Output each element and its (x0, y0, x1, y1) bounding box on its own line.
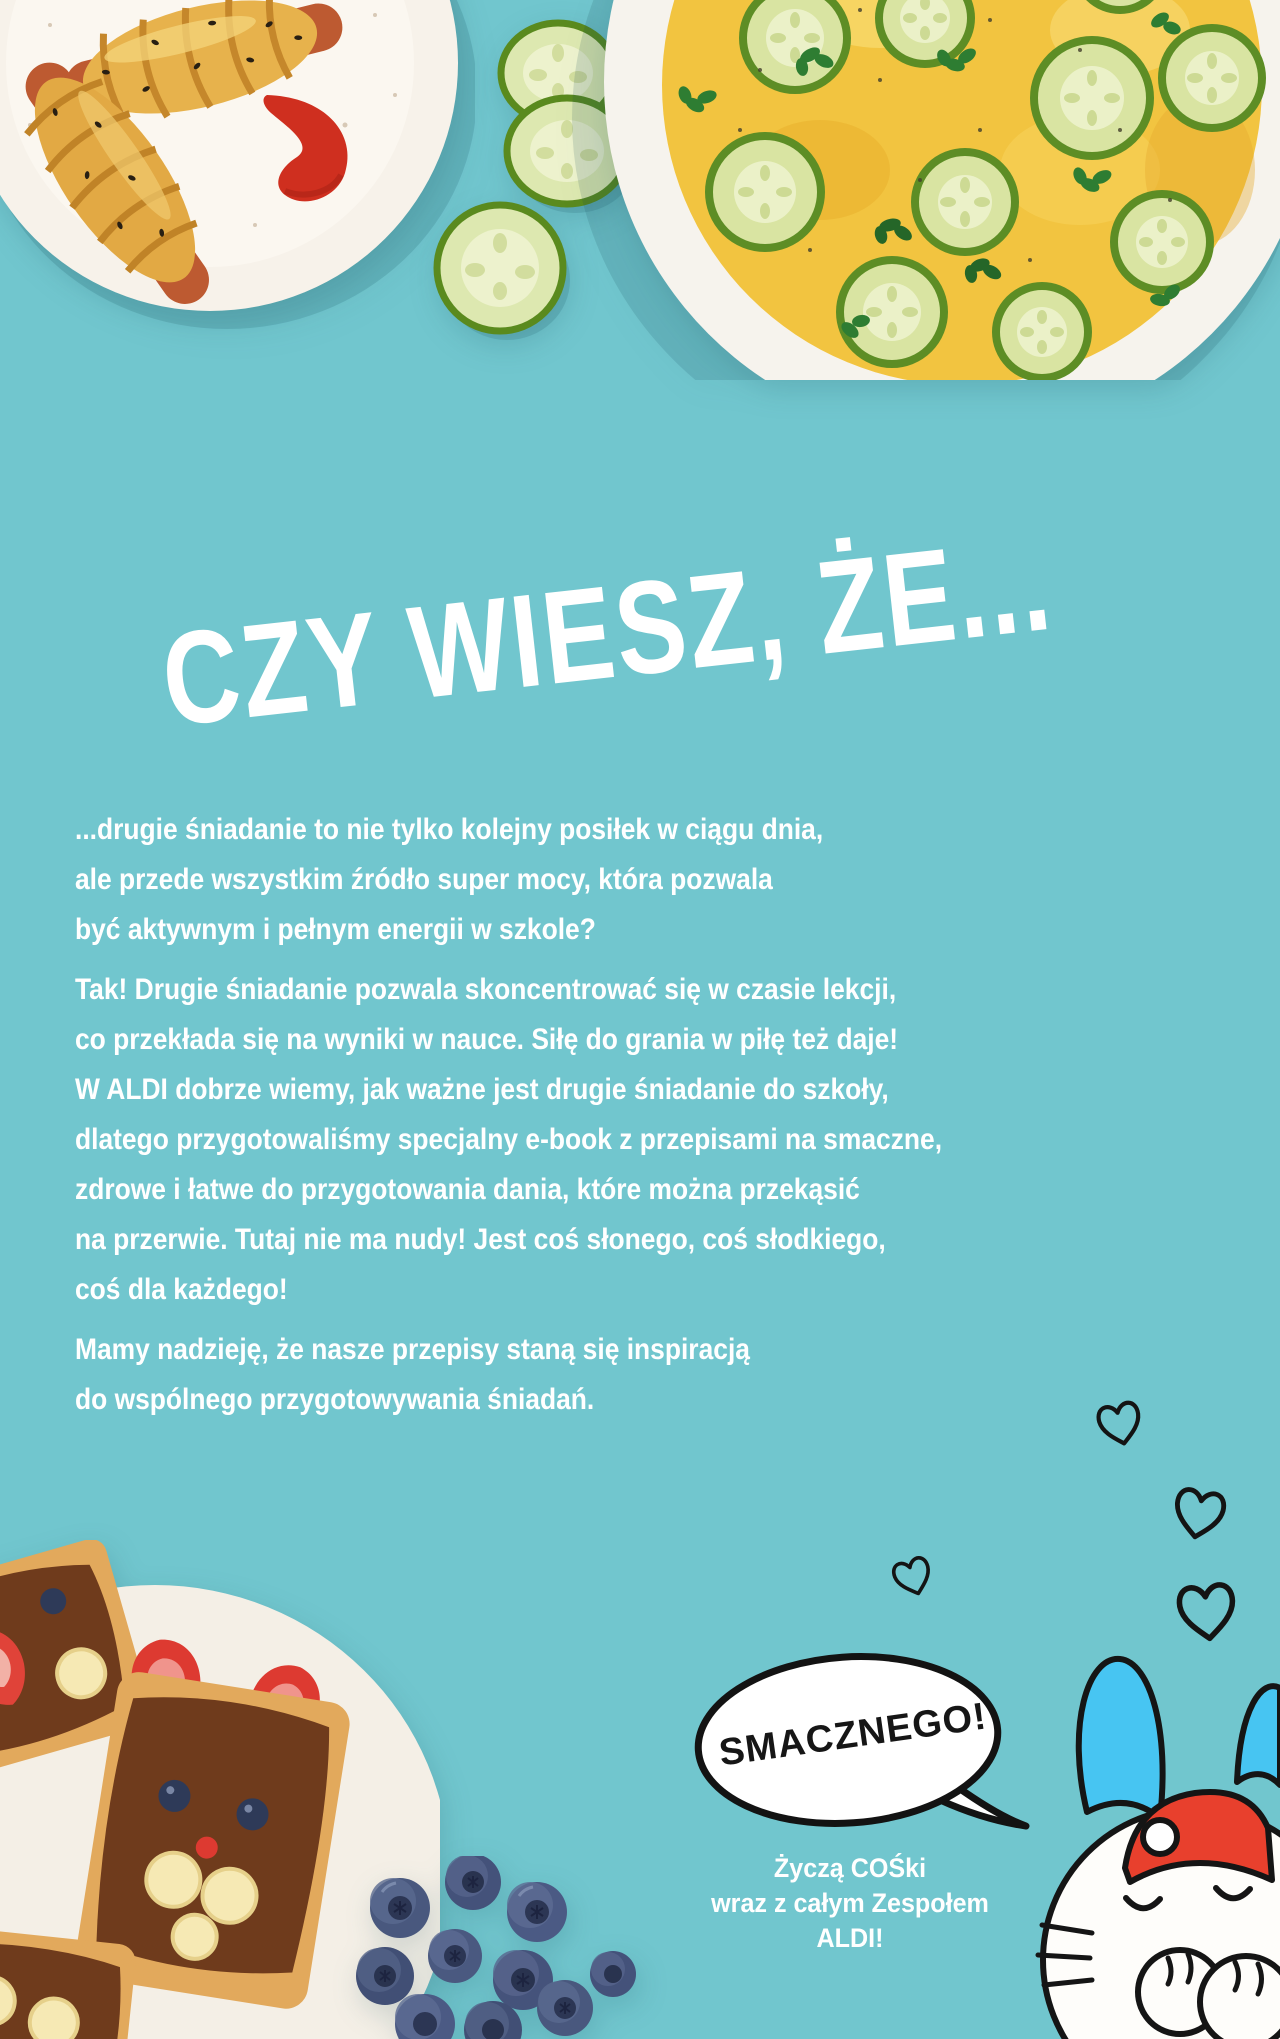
text-line: dlatego przygotowaliśmy specjalny e-book z przepisami na smaczne, (75, 1123, 943, 1156)
text-line: Życzą COŚki (773, 1853, 927, 1883)
cat-right-ear (1237, 1686, 1280, 1785)
cucumber-slice (437, 205, 570, 340)
croissant-dogs-plate-photo (0, 0, 475, 330)
speech-bubble-text: SMACZNEGO! (716, 1695, 990, 1775)
closing-signature (711, 1851, 990, 1956)
cat-left-ear (1079, 1659, 1163, 1818)
heart-doodle-icon (1168, 1482, 1231, 1547)
heart-doodle-icon (1093, 1396, 1148, 1453)
cat-mascot-icon (1030, 1630, 1280, 2039)
text-line: na przerwie. Tutaj nie ma nudy! Jest coś słonego, coś słodkiego, (75, 1223, 886, 1256)
cat-whisker (1038, 1955, 1090, 1958)
text-line: co przekłada się na wyniki w nauce. Siłę do grania w piłę też daje! (75, 1023, 899, 1056)
blueberries-photo (325, 1856, 665, 2039)
text-line: W ALDI dobrze wiemy, jak ważne jest drugie śniadanie do szkoły, (75, 1073, 889, 1106)
page-title: CZY WIESZ, ŻE... (155, 509, 1060, 754)
text-line: Tak! Drugie śniadanie pozwala skoncentrować się w czasie lekcji, (75, 973, 897, 1006)
blueberry (356, 1856, 636, 2039)
text-line: zdrowe i łatwe do przygotowania dania, które można przekąsić (75, 1173, 860, 1206)
body-paragraph (75, 965, 942, 1315)
text-line: coś dla każdego! (75, 1273, 288, 1306)
cap-button (1143, 1820, 1177, 1854)
speech-bubble (688, 1648, 1032, 1848)
text-line: do wspólnego przygotowywania śniadań. (75, 1383, 595, 1416)
text-line: wraz z całym Zespołem (711, 1888, 989, 1918)
text-line: ale przede wszystkim źródło super mocy, która pozwala (75, 863, 773, 896)
text-line: ALDI! (816, 1923, 884, 1953)
intro-paragraph (75, 805, 823, 955)
text-line: Mamy nadzieję, że nasze przepisy staną się inspiracją (75, 1333, 750, 1366)
text-line: ...drugie śniadanie to nie tylko kolejny posiłek w ciągu dnia, (75, 813, 824, 846)
hope-paragraph (75, 1325, 750, 1425)
heart-doodle-icon (887, 1551, 938, 1603)
frittata-plate-photo (560, 0, 1280, 380)
text-line: być aktywnym i pełnym energii w szkole? (75, 913, 596, 946)
